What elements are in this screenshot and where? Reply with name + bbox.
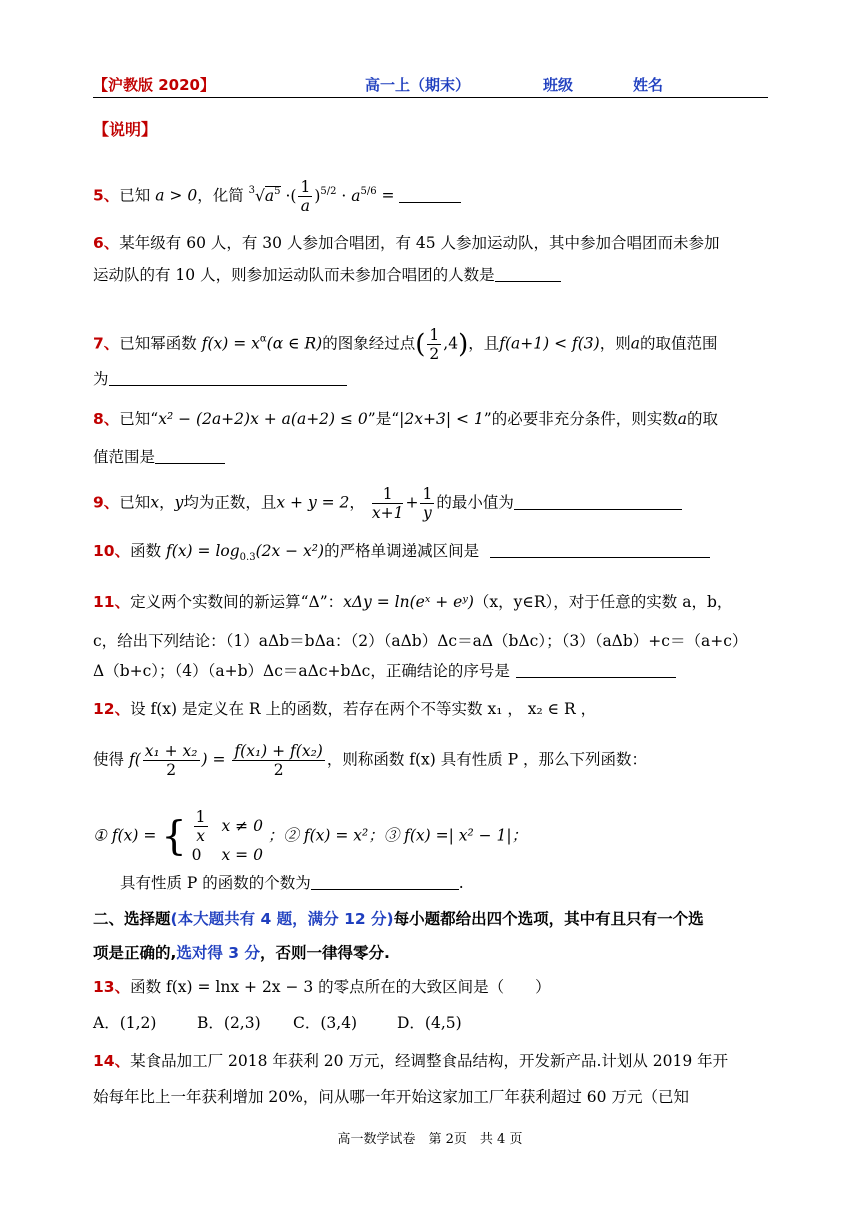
fraction-1: $\frac{1}{x+1}$ (371, 485, 404, 522)
question-12-line4: 具有性质 P 的函数的个数为 . (120, 874, 464, 892)
answer-blank[interactable] (514, 493, 682, 510)
question-8-line2: 值范围是 (93, 446, 773, 468)
question-6-line2: 运动队的有 10 人，则参加运动队而未参加合唱团的人数是 (93, 264, 773, 286)
question-6: 6、某年级有 60 人，有 30 人参加合唱团，有 45 人参加运动队，其中参加合唱团而未参加 (93, 234, 720, 252)
header-divider (93, 97, 768, 98)
question-13: 13、函数 f(x) = lnx + 2x − 3 的零点所在的大致区间是（ ） (93, 978, 551, 996)
fraction-2: $\frac{1}{y}$ (422, 485, 433, 522)
question-14-line2: 始每年比上一年获利增加 20%，问从哪一年开始这家加工厂年获利超过 60 万元（已知 (93, 1088, 689, 1106)
answer-blank[interactable] (399, 186, 461, 203)
class-label: 班级 (543, 76, 574, 94)
answer-blank[interactable] (109, 369, 347, 386)
average-fraction: $\frac{\text{f(x₁) + f(x₂)}}{2}$ (234, 742, 323, 779)
question-11: 11、定义两个实数间的新运算“Δ”：xΔy = ln(eˣ + eʸ)（x，y∈R），对于任意的实数 a，b， (93, 593, 733, 611)
question-11-line2: c，给出下列结论：（1）aΔb＝bΔa：（2）（aΔb）Δc＝aΔ（bΔc）；（3）（aΔb）+c＝（a+c） (93, 632, 748, 650)
section-2-heading: 二、选择题(本大题共有 4 题，满分 12 分)每小题都给出四个选项，其中有且只有一个选 (93, 910, 704, 928)
option-c[interactable]: C．(3,4) (293, 1014, 358, 1032)
name-label: 姓名 (633, 76, 664, 94)
radical-expression: $^3√a^5$ ·( $\frac{1}{a}$ )$^{5/2} \cdot a^{5/6}$ (248, 178, 377, 215)
question-12-functions: ① f(x) = { $\frac{1}{x}$ x ≠ 0 0 x = 0 ；② f(x) = x²；③ f(x) =| x² − 1|； (93, 808, 528, 864)
question-12: 12、设 f(x) 是定义在 R 上的函数，若存在两个不等实数 x₁ ， x₂ ∈ R ， (93, 700, 597, 718)
question-10: 10、函数 $f(x) = \log_{0.3}(2x - x^2)$的严格单调递减区间是 (93, 540, 773, 569)
question-8: 8、已知“x² − (2a+2)x + a(a+2) ≤ 0”是“|2x+3| < 1”的必要非充分条件，则实数a的取 (93, 410, 718, 428)
question-11-line3: Δ（b+c）；（4）（a+b）Δc＝aΔc+bΔc，正确结论的序号是 (93, 660, 773, 682)
question-7: 7、已知幂函数 $f(x) = x^\alpha(\alpha$ ∈ R)的图象经过点( $\frac{1}{2}$ ,4)，且f(a+1) < f(3)，则a的取值范围 (93, 326, 718, 363)
option-a[interactable]: A．(1,2) (93, 1014, 157, 1032)
exam-title: 高一上（期末） (365, 76, 471, 94)
question-number: 5、 (93, 186, 120, 205)
answer-blank[interactable] (516, 661, 676, 678)
question-7-line2: 为 (93, 368, 773, 390)
section-2-heading-line2: 项是正确的,选对得 3 分，否则一律得零分. (93, 944, 390, 962)
option-b[interactable]: B．(2,3) (197, 1014, 261, 1032)
question-14: 14、某食品加工厂 2018 年获利 20 万元，经调整食品结构，开发新产品.计划从 2019 年开 (93, 1052, 729, 1070)
answer-blank[interactable] (311, 873, 459, 890)
condition: a > 0 (155, 186, 198, 205)
question-12-line2: 使得 f( $\frac{\text{x₁ + x₂}}{2}$ ) = $\frac{\text{f(x₁) + f(x₂)}}{2}$ ，则称函数 f(x) 具有性质 P ，那么下列函数： (93, 742, 648, 779)
page-footer: 高一数学试卷 第 2页 共 4 页 (337, 1132, 523, 1147)
midpoint-fraction: $\frac{\text{x₁ + x₂}}{2}$ (144, 742, 198, 779)
page-header (93, 72, 768, 94)
edition-label: 【沪教版 2020】 (93, 76, 215, 94)
question-9: 9、已知x，y均为正数，且x + y = 2， $\frac{1}{x+1}$ + $\frac{1}{y}$ 的最小值为 (93, 485, 773, 522)
option-d[interactable]: D．(4,5) (397, 1014, 462, 1032)
question-13-options (93, 1012, 773, 1034)
note-heading: 【说明】 (93, 120, 158, 139)
question-5: 5、已知 a > 0，化简 $^3√a^5$ ·( $\frac{1}{a}$ )$^{5/2} \cdot a^{5/6}$ = (93, 178, 773, 215)
answer-blank[interactable] (155, 447, 225, 464)
answer-blank[interactable] (495, 265, 561, 282)
answer-blank[interactable] (490, 541, 710, 558)
